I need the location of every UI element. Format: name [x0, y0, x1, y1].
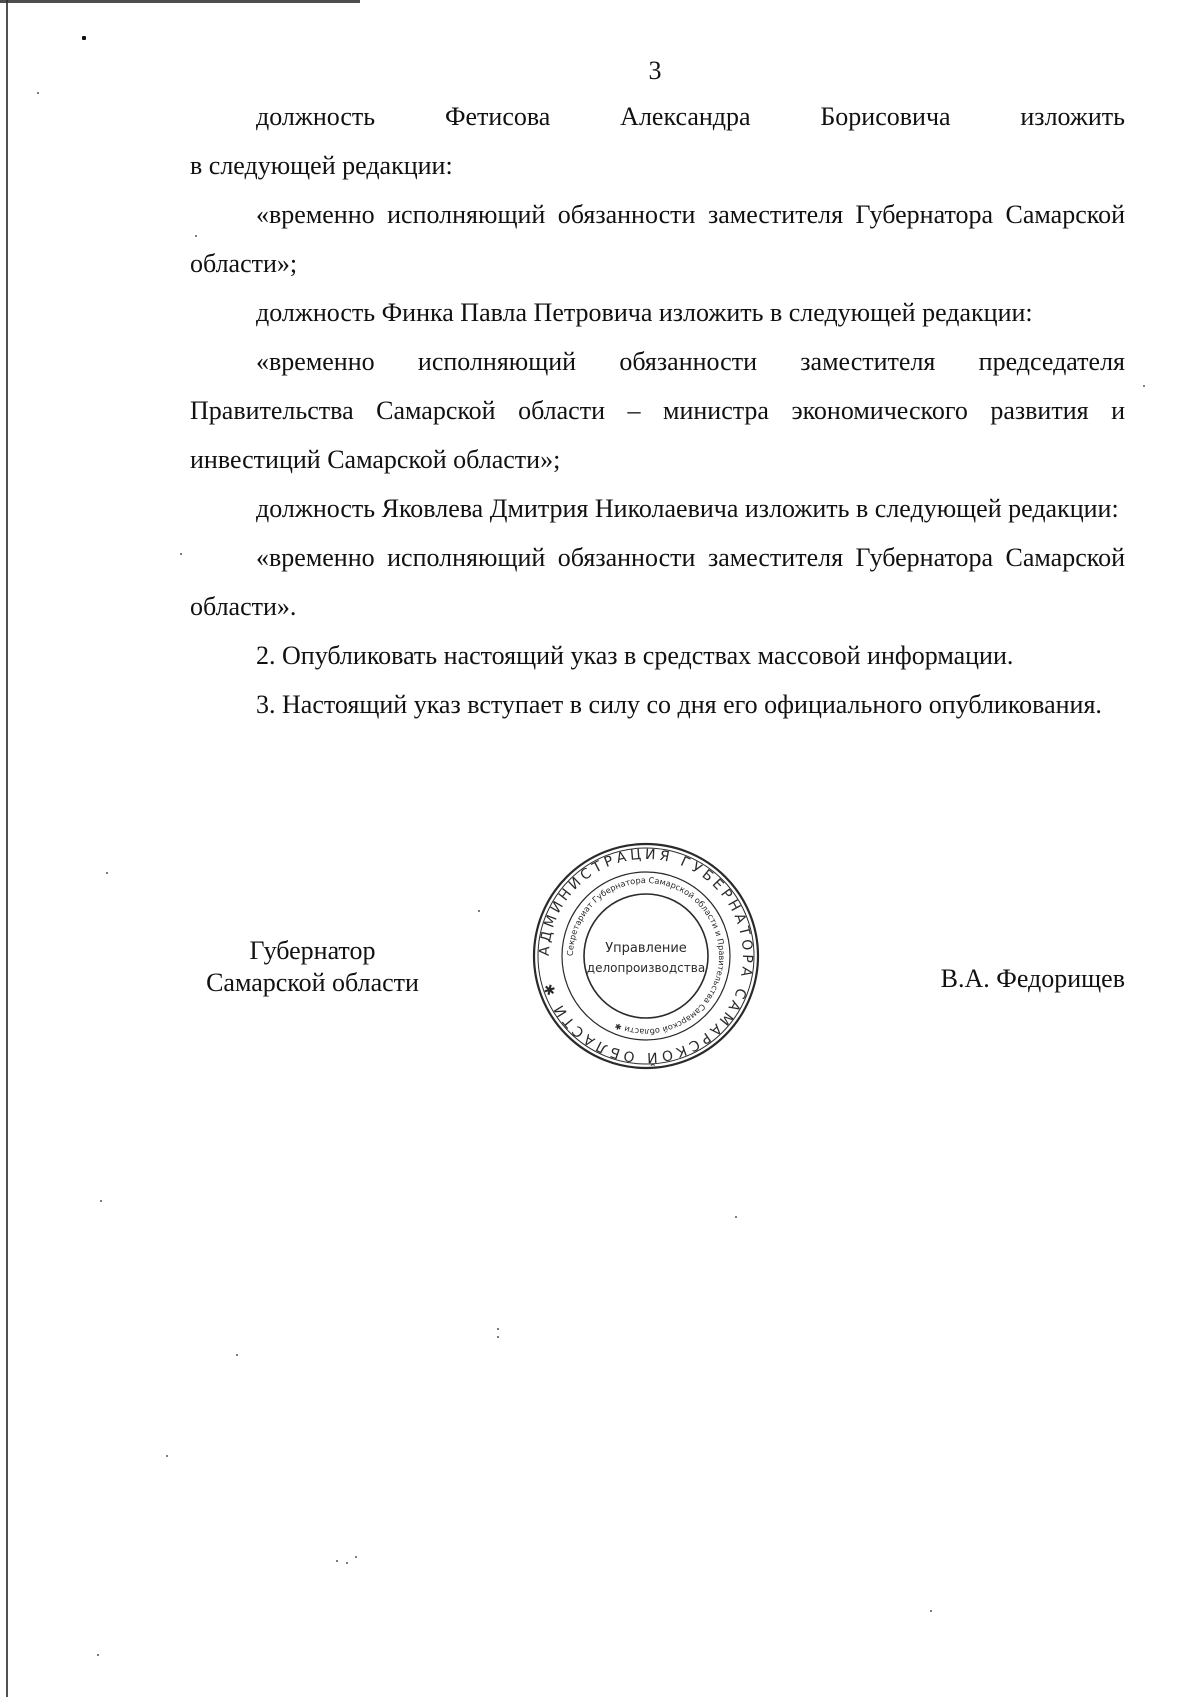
- body-paragraph: 3. Настоящий указ вступает в силу со дня его официального опубликования.: [256, 690, 1102, 719]
- signatory-name: В.А. Федорищев: [940, 964, 1125, 993]
- document-body: [190, 92, 1125, 729]
- seal-outer-text: АДМИНИСТРАЦИЯ ГУБЕРНАТОРА САМАРСКОЙ ОБЛАСТИ ✱: [536, 846, 756, 1066]
- scan-speck: [1143, 385, 1145, 387]
- scan-speck: [336, 1560, 338, 1562]
- scan-speck: [82, 36, 86, 40]
- scan-speck: [355, 1556, 357, 1558]
- scan-speck: [180, 553, 182, 555]
- scan-speck: [106, 872, 108, 874]
- seal-inner-ring: [584, 894, 708, 1018]
- seal-center-line1: Управление: [605, 941, 687, 956]
- body-paragraph: «временно исполняющий обязанности заместителя председателя Правительства Самарской области – министра экономического развития и инвестиций Самарской области»;: [190, 347, 1125, 474]
- body-paragraph: должность Финка Павла Петровича изложить в следующей редакции:: [256, 298, 1033, 327]
- body-paragraph: «временно исполняющий обязанности заместителя Губернатора Самарской области».: [190, 543, 1125, 621]
- scan-speck: [37, 92, 39, 94]
- scan-speck: [497, 1328, 499, 1330]
- body-paragraph: «временно исполняющий обязанности заместителя Губернатора Самарской области»;: [190, 200, 1125, 278]
- official-seal: [530, 840, 762, 1072]
- body-paragraph: 2. Опубликовать настоящий указ в средствах массовой информации.: [256, 641, 1014, 670]
- signature-title: [190, 935, 435, 999]
- scan-edge-left: [6, 0, 8, 1697]
- page-number: 3: [648, 56, 662, 85]
- scan-speck: [497, 1336, 499, 1338]
- scan-speck: [930, 1610, 932, 1612]
- scan-speck: [166, 1455, 168, 1457]
- seal-middle-text: Секретариат Губернатора Самарской области и Правительства Самарской области ✱: [564, 874, 728, 1038]
- scan-speck: [100, 1200, 102, 1202]
- scan-edge-top: [0, 0, 360, 3]
- scan-speck: [236, 1354, 238, 1356]
- scan-speck: [346, 1562, 348, 1564]
- body-paragraph: должность Яковлева Дмитрия Николаевича изложить в следующей редакции:: [256, 494, 1119, 523]
- seal-center-line2: делопроизводства: [586, 961, 706, 975]
- scan-speck: [478, 910, 480, 912]
- seal-middle-ring: [562, 872, 730, 1040]
- signature-title-line1: Губернатор: [249, 936, 376, 965]
- scan-speck: [735, 1216, 737, 1218]
- scan-speck: [195, 235, 197, 237]
- body-paragraph: должность Фетисова Александра Борисовича изложить: [256, 102, 1125, 131]
- scan-speck: [97, 1654, 99, 1656]
- signature-title-line2: Самарской области: [206, 968, 419, 997]
- body-paragraph: в следующей редакции:: [190, 151, 453, 180]
